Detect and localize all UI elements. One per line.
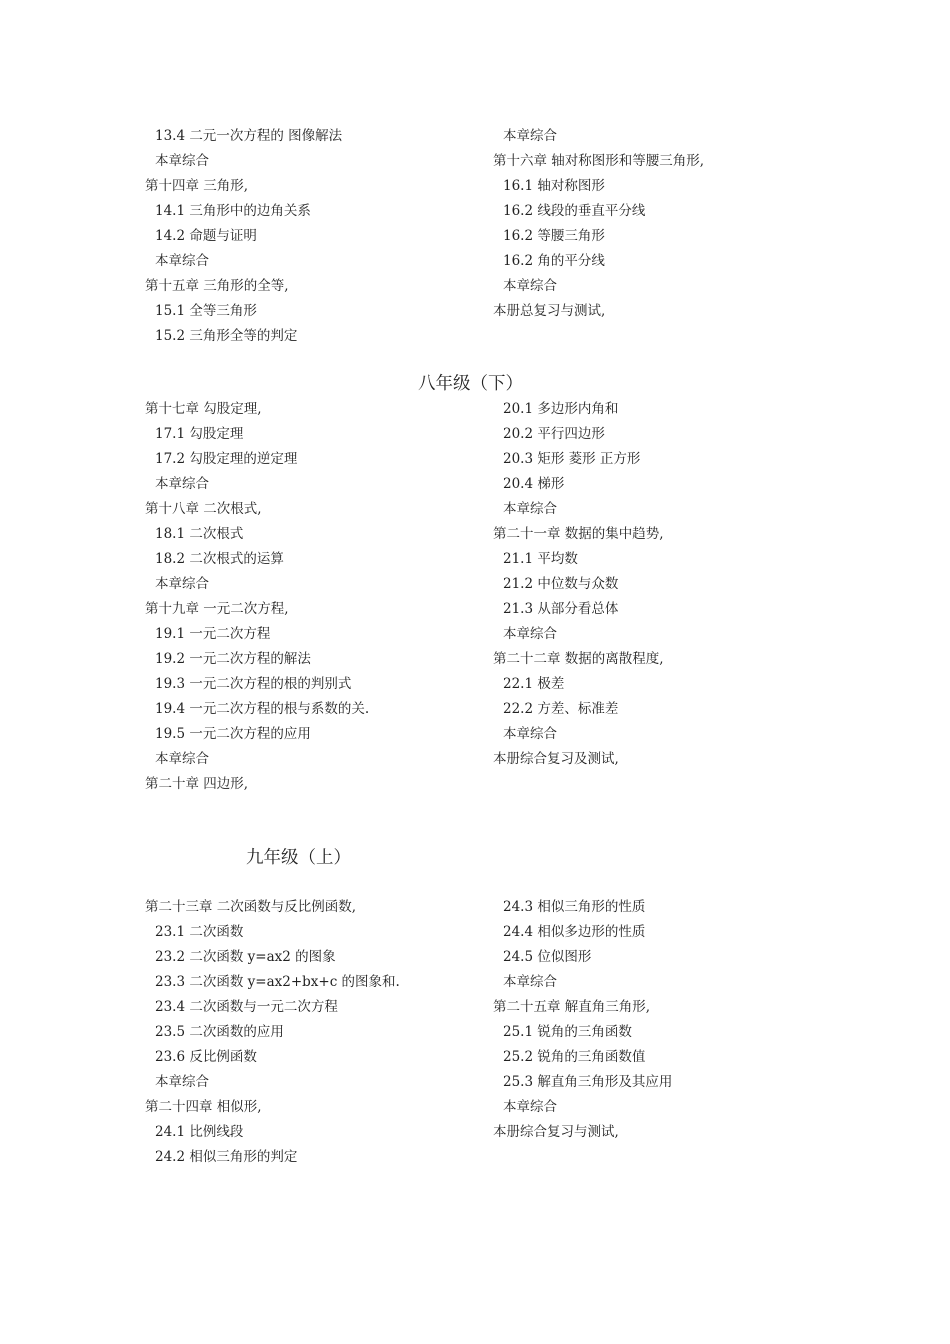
toc-entry: 16.2 线段的垂直平分线 — [503, 203, 646, 219]
toc-entry: 18.2 二次根式的运算 — [155, 551, 284, 567]
section-title-grade9-first-term: 九年级（上） — [246, 848, 351, 868]
toc-column-right — [493, 397, 823, 772]
toc-entry: 18.1 二次根式 — [155, 526, 244, 542]
toc-entry: 21.2 中位数与众数 — [503, 576, 619, 592]
toc-entry: 13.4 二元一次方程的 图像解法 — [155, 128, 343, 144]
toc-column-right — [493, 124, 823, 324]
toc-entry: 24.3 相似三角形的性质 — [503, 899, 646, 915]
toc-entry: 本章综合 — [503, 726, 557, 742]
toc-entry: 23.3 二次函数 y=ax2+bx+c 的图象和. — [155, 974, 400, 990]
toc-entry: 本章综合 — [503, 501, 557, 517]
toc-chapter: 第二十一章 数据的集中趋势, — [493, 526, 664, 542]
toc-entry: 16.2 等腰三角形 — [503, 228, 605, 244]
toc-entry: 15.1 全等三角形 — [155, 303, 257, 319]
toc-column-left — [145, 124, 475, 349]
toc-entry: 本章综合 — [155, 476, 209, 492]
toc-entry: 19.1 一元二次方程 — [155, 626, 271, 642]
toc-entry: 15.2 三角形全等的判定 — [155, 328, 298, 344]
toc-chapter: 第十七章 勾股定理, — [145, 401, 262, 417]
toc-entry: 20.4 梯形 — [503, 476, 565, 492]
toc-entry: 本章综合 — [503, 128, 557, 144]
toc-entry: 19.4 一元二次方程的根与系数的关. — [155, 701, 370, 717]
toc-entry: 24.4 相似多边形的性质 — [503, 924, 646, 940]
toc-entry: 20.1 多边形内角和 — [503, 401, 619, 417]
toc-entry: 17.1 勾股定理 — [155, 426, 244, 442]
toc-entry: 17.2 勾股定理的逆定理 — [155, 451, 298, 467]
toc-entry: 14.1 三角形中的边角关系 — [155, 203, 311, 219]
toc-chapter: 第二十二章 数据的离散程度, — [493, 651, 664, 667]
toc-chapter: 第十八章 二次根式, — [145, 501, 262, 517]
toc-chapter: 第二十章 四边形, — [145, 776, 249, 792]
toc-entry: 21.1 平均数 — [503, 551, 578, 567]
toc-chapter: 第十四章 三角形, — [145, 178, 249, 194]
toc-entry: 23.1 二次函数 — [155, 924, 244, 940]
toc-entry: 本章综合 — [155, 751, 209, 767]
toc-column-left — [145, 397, 475, 797]
toc-entry: 21.3 从部分看总体 — [503, 601, 619, 617]
toc-entry: 本章综合 — [503, 1099, 557, 1115]
toc-entry: 23.6 反比例函数 — [155, 1049, 257, 1065]
toc-entry: 本章综合 — [503, 626, 557, 642]
toc-entry: 25.3 解直角三角形及其应用 — [503, 1074, 673, 1090]
toc-entry: 16.1 轴对称图形 — [503, 178, 605, 194]
toc-entry: 19.2 一元二次方程的解法 — [155, 651, 311, 667]
toc-chapter: 本册总复习与测试, — [493, 303, 606, 319]
toc-entry: 19.3 一元二次方程的根的判别式 — [155, 676, 352, 692]
toc-entry: 22.1 极差 — [503, 676, 565, 692]
toc-column-right — [493, 895, 823, 1145]
toc-entry: 24.1 比例线段 — [155, 1124, 244, 1140]
toc-entry: 本章综合 — [503, 974, 557, 990]
toc-chapter: 本册综合复习及测试, — [493, 751, 619, 767]
toc-chapter: 第十六章 轴对称图形和等腰三角形, — [493, 153, 705, 169]
toc-chapter: 本册综合复习与测试, — [493, 1124, 619, 1140]
toc-entry: 20.2 平行四边形 — [503, 426, 605, 442]
toc-entry: 本章综合 — [155, 253, 209, 269]
toc-entry: 本章综合 — [155, 576, 209, 592]
toc-entry: 23.4 二次函数与一元二次方程 — [155, 999, 338, 1015]
toc-entry: 23.5 二次函数的应用 — [155, 1024, 284, 1040]
toc-chapter: 第二十五章 解直角三角形, — [493, 999, 651, 1015]
toc-chapter: 第二十三章 二次函数与反比例函数, — [145, 899, 357, 915]
toc-entry: 25.2 锐角的三角函数值 — [503, 1049, 646, 1065]
toc-entry: 本章综合 — [155, 153, 209, 169]
toc-entry: 24.5 位似图形 — [503, 949, 592, 965]
toc-entry: 25.1 锐角的三角函数 — [503, 1024, 632, 1040]
toc-entry: 22.2 方差、标准差 — [503, 701, 619, 717]
toc-chapter: 第二十四章 相似形, — [145, 1099, 262, 1115]
toc-entry: 14.2 命题与证明 — [155, 228, 257, 244]
toc-column-left — [145, 895, 475, 1170]
toc-entry: 16.2 角的平分线 — [503, 253, 605, 269]
toc-entry: 23.2 二次函数 y=ax2 的图象 — [155, 949, 336, 965]
toc-entry: 24.2 相似三角形的判定 — [155, 1149, 298, 1165]
toc-entry: 19.5 一元二次方程的应用 — [155, 726, 311, 742]
toc-entry: 本章综合 — [155, 1074, 209, 1090]
toc-entry: 本章综合 — [503, 278, 557, 294]
toc-entry: 20.3 矩形 菱形 正方形 — [503, 451, 641, 467]
toc-chapter: 第十九章 一元二次方程, — [145, 601, 289, 617]
toc-chapter: 第十五章 三角形的全等, — [145, 278, 289, 294]
section-title-grade8-second-term: 八年级（下） — [418, 374, 523, 394]
